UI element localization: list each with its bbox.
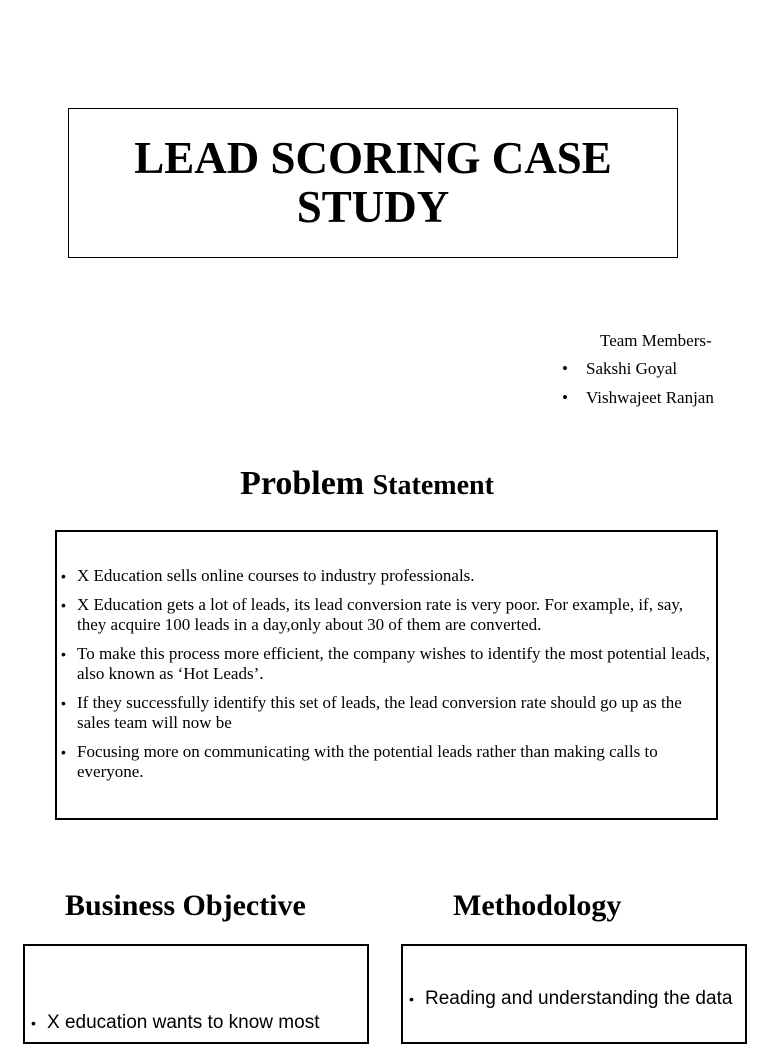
- list-item-text: To make this process more efficient, the company wishes to identify the most potential leads, also known as ‘Hot Leads’.: [77, 644, 711, 683]
- bullet-icon: •: [562, 359, 568, 378]
- list-item: [61, 566, 710, 586]
- bullet-icon: •: [562, 388, 568, 407]
- list-item: [61, 644, 710, 684]
- list-item: [409, 988, 745, 1010]
- business-objective-box: [23, 944, 369, 1044]
- list-item: [61, 693, 710, 733]
- bullet-icon: •: [61, 695, 66, 711]
- methodology-box: [401, 944, 747, 1044]
- bullet-icon: •: [61, 568, 66, 584]
- team-member-name: Sakshi Goyal: [586, 359, 678, 378]
- list-item-text: Reading and understanding the data: [425, 988, 733, 1009]
- title-line-2: STUDY: [296, 182, 450, 232]
- business-objective-heading: Business Objective: [65, 889, 306, 922]
- methodology-list: [409, 988, 745, 1010]
- team-member: [562, 358, 714, 387]
- list-item-text: X Education gets a lot of leads, its lead conversion rate is very poor. For example, if, say, they acquire 100 leads in a day,only about 30 of them are converted.: [77, 595, 684, 634]
- page-title: [134, 134, 612, 232]
- list-item-text: If they successfully identify this set of leads, the lead conversion rate should go up as the sales team will now be: [77, 693, 682, 732]
- problem-statement-list: [61, 566, 710, 782]
- bullet-icon: •: [61, 597, 66, 613]
- team-heading: Team Members-: [600, 331, 712, 350]
- list-item: [61, 595, 710, 635]
- problem-statement-heading: [0, 464, 734, 506]
- bullet-icon: •: [409, 991, 414, 1007]
- team-member-name: Vishwajeet Ranjan: [586, 388, 714, 407]
- team-member: [562, 387, 714, 416]
- bullet-icon: •: [61, 646, 66, 662]
- list-item-text: X Education sells online courses to industry professionals.: [77, 566, 475, 585]
- title-line-1: LEAD SCORING CASE: [134, 133, 612, 183]
- ps-heading-part1: Problem: [240, 465, 365, 502]
- methodology-heading: Methodology: [453, 889, 622, 922]
- list-item-text: Focusing more on communicating with the potential leads rather than making calls to everyone.: [77, 742, 658, 781]
- bullet-icon: •: [31, 1015, 36, 1031]
- team-members: [562, 330, 714, 416]
- business-objective-list: [31, 1012, 367, 1034]
- list-item: [61, 742, 710, 782]
- list-item: [31, 1012, 367, 1034]
- list-item-text: X education wants to know most: [47, 1012, 320, 1033]
- team-list: [562, 358, 714, 416]
- bullet-icon: •: [61, 744, 66, 760]
- problem-statement-box: [55, 530, 718, 820]
- ps-heading-part2: Statement: [372, 470, 494, 501]
- title-box: [68, 108, 678, 258]
